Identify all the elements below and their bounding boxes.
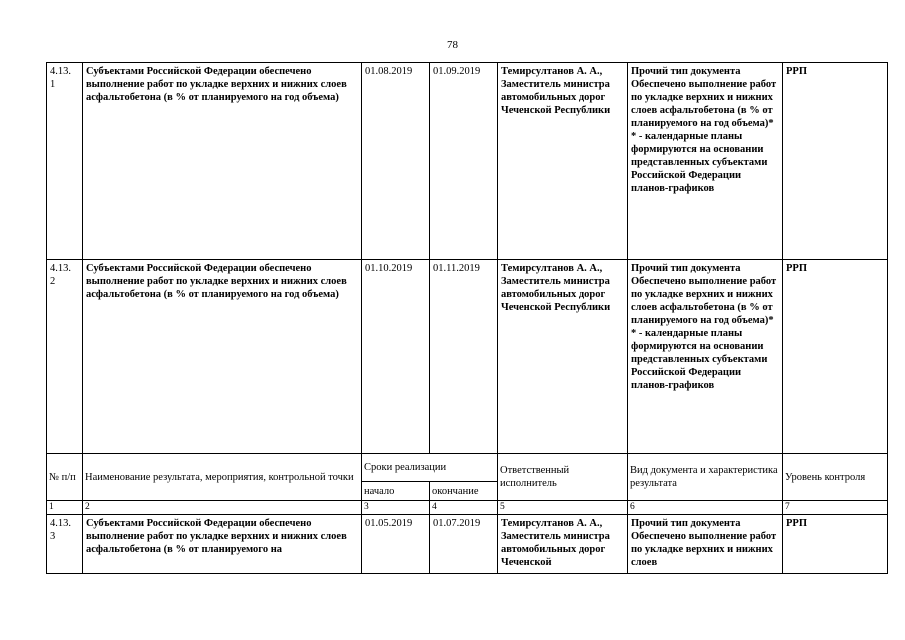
row-id: 4.13. 2 xyxy=(47,260,83,454)
row-executor: Темирсултанов А. А., Заместитель министра автомобильных дорог Чеченской Республики xyxy=(498,260,628,454)
header-document: Вид документа и характеристика результата xyxy=(628,454,783,501)
row-document: Прочий тип документа Обеспечено выполнение работ по укладке верхних и нижних слоев асфальтобетона (в % от планируемого на год объема)* * - календарные планы формируются на основании представленных субъектами Российской Федерации планов-графиков xyxy=(628,63,783,260)
table-row xyxy=(47,515,888,574)
row-control-level: РРП xyxy=(783,515,888,574)
row-start-date: 01.08.2019 xyxy=(362,63,430,260)
header-num: № п/п xyxy=(47,454,83,501)
col-number: 7 xyxy=(783,501,888,515)
col-number: 2 xyxy=(83,501,362,515)
col-number: 6 xyxy=(628,501,783,515)
row-control-level: РРП xyxy=(783,260,888,454)
header-start: начало xyxy=(362,482,430,501)
header-row xyxy=(47,454,888,482)
header-period: Сроки реализации xyxy=(362,454,498,482)
col-number: 3 xyxy=(362,501,430,515)
row-document: Прочий тип документа Обеспечено выполнение работ по укладке верхних и нижних слоев асфальтобетона (в % от планируемого на год объема)* * - календарные планы формируются на основании представленных субъектами Российской Федерации планов-графиков xyxy=(628,260,783,454)
table-row xyxy=(47,63,888,260)
header-name: Наименование результата, мероприятия, контрольной точки xyxy=(83,454,362,501)
row-start-date: 01.05.2019 xyxy=(362,515,430,574)
row-executor: Темирсултанов А. А., Заместитель министра автомобильных дорог Чеченской Республики xyxy=(498,63,628,260)
row-end-date: 01.09.2019 xyxy=(430,63,498,260)
page-number: 78 xyxy=(447,39,458,51)
row-start-date: 01.10.2019 xyxy=(362,260,430,454)
row-document: Прочий тип документа Обеспечено выполнение работ по укладке верхних и нижних слоев xyxy=(628,515,783,574)
column-number-row xyxy=(47,501,888,515)
row-end-date: 01.11.2019 xyxy=(430,260,498,454)
results-table xyxy=(46,62,888,574)
row-end-date: 01.07.2019 xyxy=(430,515,498,574)
header-control-level: Уровень контроля xyxy=(783,454,888,501)
header-end: окончание xyxy=(430,482,498,501)
row-name: Субъектами Российской Федерации обеспечено выполнение работ по укладке верхних и нижних слоев асфальтобетона (в % от планируемого на год объема) xyxy=(83,63,362,260)
col-number: 5 xyxy=(498,501,628,515)
row-id: 4.13. 1 xyxy=(47,63,83,260)
header-executor: Ответственный исполнитель xyxy=(498,454,628,501)
col-number: 4 xyxy=(430,501,498,515)
row-executor: Темирсултанов А. А., Заместитель министра автомобильных дорог Чеченской xyxy=(498,515,628,574)
table-row xyxy=(47,260,888,454)
row-control-level: РРП xyxy=(783,63,888,260)
col-number: 1 xyxy=(47,501,83,515)
row-name: Субъектами Российской Федерации обеспечено выполнение работ по укладке верхних и нижних слоев асфальтобетона (в % от планируемого на год объема) xyxy=(83,260,362,454)
row-name: Субъектами Российской Федерации обеспечено выполнение работ по укладке верхних и нижних слоев асфальтобетона (в % от планируемого на xyxy=(83,515,362,574)
row-id: 4.13. 3 xyxy=(47,515,83,574)
